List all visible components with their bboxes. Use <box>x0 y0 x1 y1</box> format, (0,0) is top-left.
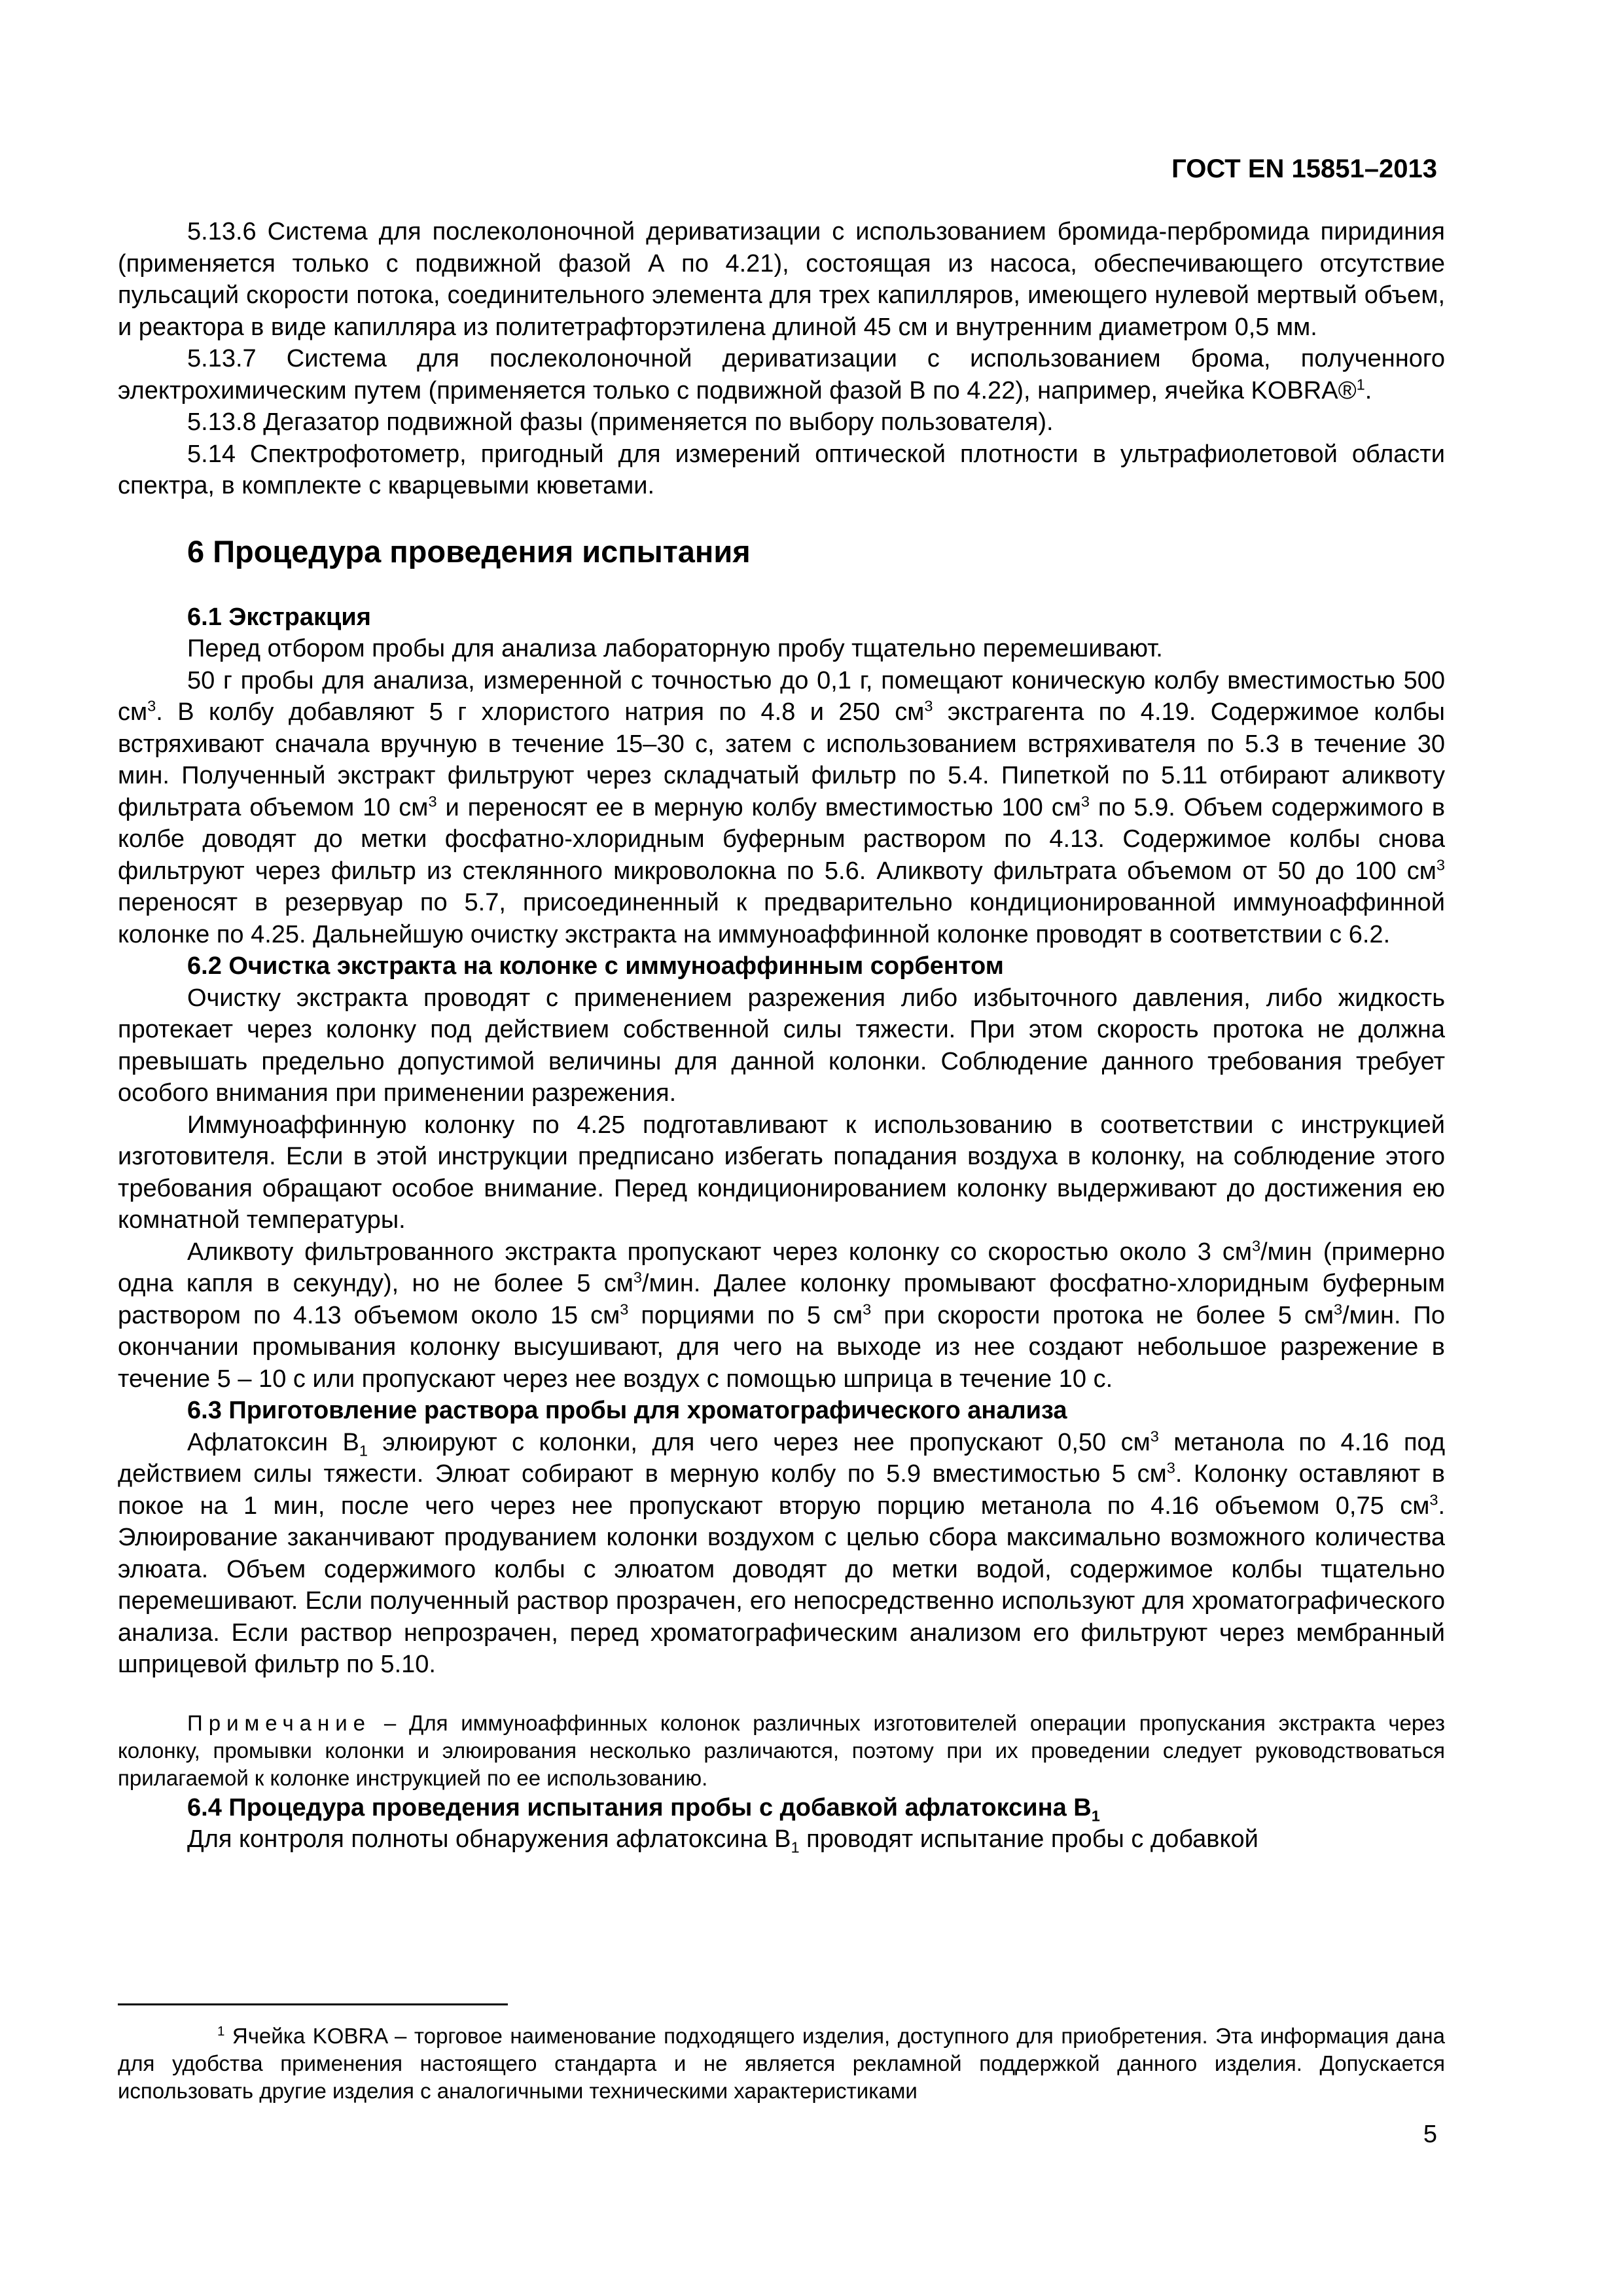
paragraph-5-13-8: 5.13.8 Дегазатор подвижной фазы (применяется по выбору пользователя). <box>187 408 1054 436</box>
subsection-6-3-heading: 6.3 Приготовление раствора пробы для хроматографического анализа <box>187 1397 1067 1424</box>
subsection-6-4-heading: 6.4 Процедура проведения испытания пробы с добавкой афлатоксина $В_1$ <box>187 1793 1100 1825</box>
paragraph-5-13-7: 5.13.7 Система для послеколоночной дериватизации с использованием брома, полученного электрохимическим путем (применяется только с подвижной фазой В по 4.22), например, ячейка KOBRA®$^1$. <box>118 345 1445 404</box>
paragraph-6-4: Для контроля полноты обнаружения афлатоксина $В_1$ проводят испытание пробы с добавкой <box>187 1825 1258 1856</box>
document-header: ГОСТ EN 15851–2013 <box>1171 154 1437 183</box>
page-number: 5 <box>1423 2121 1437 2148</box>
note-label: Примечание <box>187 1710 372 1735</box>
paragraph-6-1-b: 50 г пробы для анализа, измеренной с точностью до 0,1 г, помещают коническую колбу вместимостью 500 $см^3$. В колбу добавляют 5 г хлористого натрия по 4.8 и 250 $см^3$ экстрагента по 4.19. Содержимое колбы встряхивают сначала вручную в течение 15–30 с, затем с использованием встряхивателя по 5.3 в течение 30 мин. Полученный экстракт фильтруют через складчатый фильтр по 5.4. Пипеткой по 5.11 отбирают аликвоту фильтрата объемом 10 $см^3$ и переносят ее в мерную колбу вместимостью 100 $см^3$ по 5.9. Объем содержимого в колбе доводят до метки фосфатно-хлоридным буферным раствором по 4.13. Содержимое колбы снова фильтруют через фильтр из стеклянного микроволокна по 5.6. Аликвоту фильтрата объемом от 50 до 100 $см^3$ переносят в резервуар по 5.7, присоединенный к предварительно кондиционированной иммуноаффинной колонке по 4.25. Дальнейшую очистку экстракта на иммуноаффинной колонке проводят в соответствии с 6.2. <box>118 666 1446 948</box>
paragraph-6-2-b: Иммуноаффинную колонку по 4.25 подготавливают к использованию в соответствии с инструкцией изготовителя. Если в этой инструкции предписано избегать попадания воздуха в колонку, на соблюдение этого требования обращают особое внимание. Перед кондиционированием колонку выдерживают до достижения ею комнатной температуры. <box>118 1111 1445 1234</box>
paragraph-5-14: 5.14 Спектрофотометр, пригодный для измерений оптической плотности в ультрафиолетовой области спектра, в комплекте с кварцевыми кюветами. <box>118 440 1445 499</box>
footnote <box>118 2022 1445 2105</box>
subsection-6-1-heading: 6.1 Экстракция <box>187 603 371 631</box>
footnote-separator <box>118 2003 508 2005</box>
note-text: – Для иммуноаффинных колонок различных изготовителей операции пропускания экстракта через колонку, промывки колонки и элюирования несколько различаются, поэтому при их проведении следует руководствоваться прилагаемой к колонке инструкцией по ее использованию. <box>118 1710 1445 1790</box>
footnote-mark: 1 <box>217 2024 225 2039</box>
paragraph-6-3: Афлатоксин $В_1$ элюируют с колонки, для чего через нее пропускают 0,50 $см^3$ метанола по 4.16 под действием силы тяжести. Элюат собирают в мерную колбу по 5.9 вместимостью 5 $см^3$. Колонку оставляют в покое на 1 мин, после чего через нее пропускают вторую порцию метанола по 4.16 объемом 0,75 $см^3$. Элюирование заканчивают продуванием колонки воздухом с целью сбора максимально возможного количества элюата. Объем содержимого колбы с элюатом доводят до метки водой, содержимое колбы тщательно перемешивают. Если полученный раствор прозрачен, его непосредственно используют для хроматографического анализа. Если раствор непрозрачен, перед хроматографическим анализом его фильтруют через мембранный шприцевой фильтр по 5.10. <box>118 1427 1445 1678</box>
section-6-heading: 6 Процедура проведения испытания <box>187 533 751 569</box>
subsection-6-2-heading: 6.2 Очистка экстракта на колонке с иммуноаффинным сорбентом <box>187 952 1004 980</box>
paragraph-6-2-c: Аликвоту фильтрованного экстракта пропускают через колонку со скоростью около 3 $см^3$/мин (примерно одна капля в секунду), но не более 5 $см^3$/мин. Далее колонку промывают фосфатно-хлоридным буферным раствором по 4.13 объемом около 15 $см^3$ порциями по 5 $см^3$ при скорости протока не более 5 $см^3$/мин. По окончании промывания колонку высушивают, для чего на выходе из нее создают небольшое разрежение в течение 5 – 10 с или пропускают через нее воздух с помощью шприца в течение 10 с. <box>118 1236 1445 1393</box>
paragraph-6-1-a: Перед отбором пробы для анализа лабораторную пробу тщательно перемешивают. <box>187 635 1163 662</box>
note <box>118 1710 1445 1792</box>
footnote-text: Ячейка KOBRA – торговое наименование подходящего изделия, доступного для приобретения. Эта информация дана для удобства применения настоящего стандарта и не является рекламной поддержкой данного изделия. Допускается использовать другие изделия с аналогичными техническими характеристиками <box>118 2024 1445 2103</box>
footnote-ref: 1 <box>1356 375 1365 393</box>
paragraph-6-2-a: Очистку экстракта проводят с применением разрежения либо избыточного давления, либо жидкость протекает через колонку под действием собственной силы тяжести. При этом скорость протока не должна превышать предельно допустимой величины для данной колонки. Соблюдение данного требования требует особого внимания при применении разрежения. <box>118 984 1445 1107</box>
main-text <box>118 216 1445 1856</box>
paragraph-5-13-6: 5.13.6 Система для послеколоночной дериватизации с использованием бромида-пербромида пиридиния (применяется только с подвижной фазой А по 4.21), состоящая из насоса, обеспечивающего отсутствие пульсаций скорости потока, соединительного элемента для трех капилляров, имеющего нулевой мертвый объем, и реактора в виде капилляра из политетрафторэтилена длиной 45 см и внутренним диаметром 0,5 мм. <box>118 218 1445 341</box>
